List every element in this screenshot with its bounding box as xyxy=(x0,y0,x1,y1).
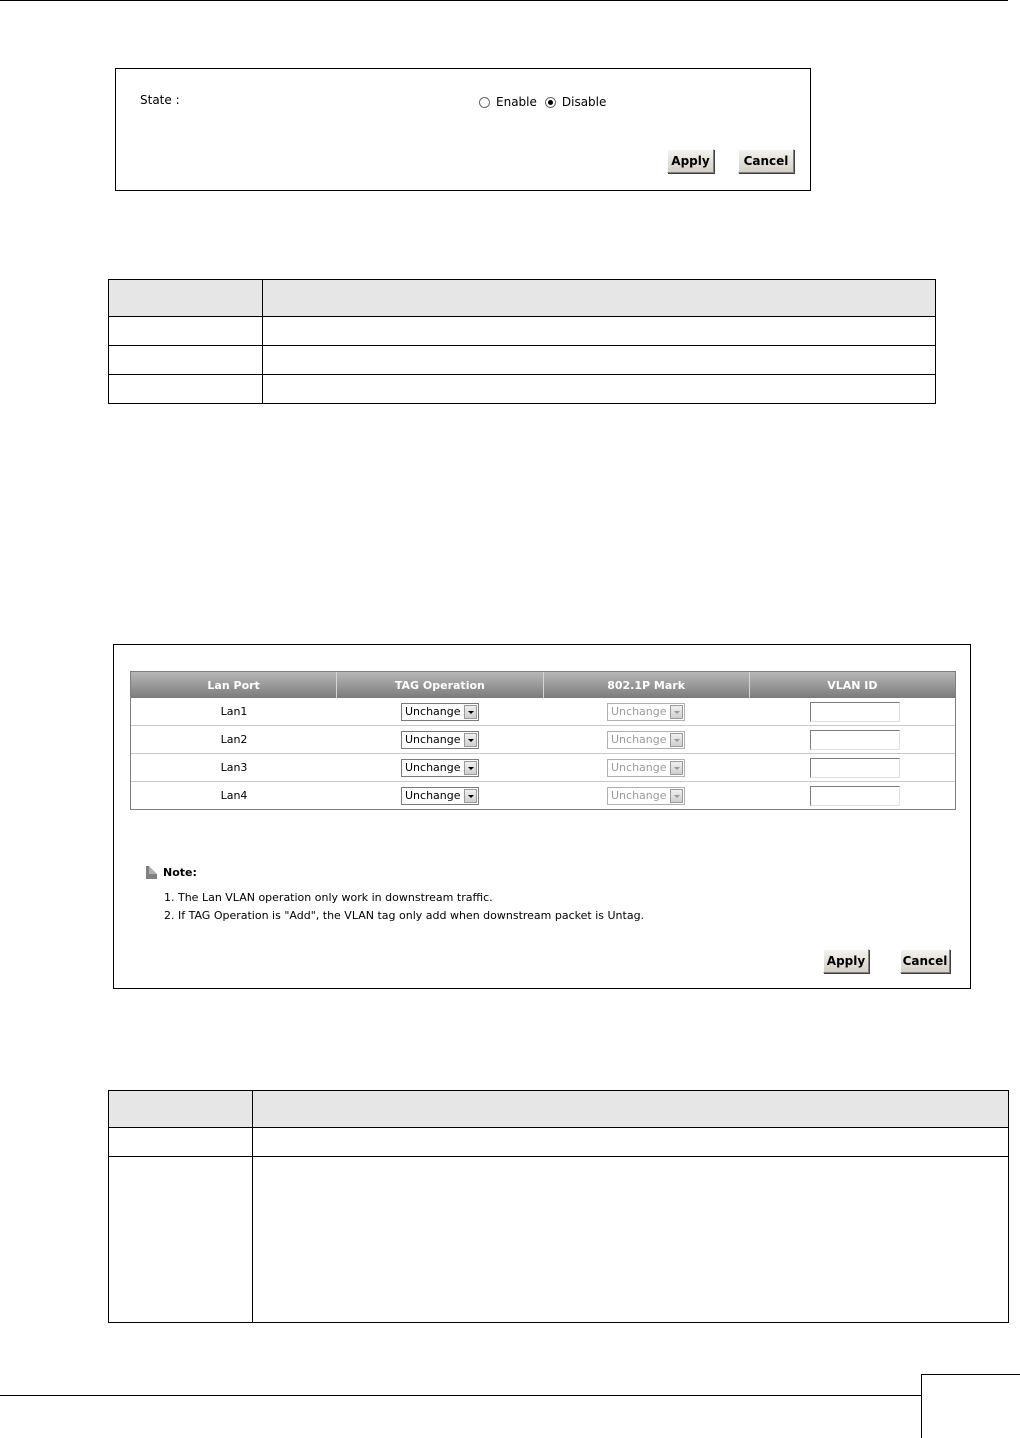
disable-radio[interactable] xyxy=(545,97,556,108)
table-row xyxy=(131,754,955,782)
state-panel xyxy=(115,68,811,191)
dropdown-arrow-icon xyxy=(464,761,477,775)
cancel-button[interactable]: Cancel xyxy=(900,949,950,973)
vlan-id-cell xyxy=(749,726,955,753)
tag-operation-value: Unchange xyxy=(405,705,461,718)
tag-operation-select[interactable] xyxy=(401,787,479,805)
table1-cell xyxy=(109,317,263,346)
table1-cell xyxy=(263,317,936,346)
column-header-8021p-mark: 802.1P Mark xyxy=(544,672,750,698)
table2-cell xyxy=(253,1157,1009,1323)
tag-operation-select[interactable] xyxy=(401,703,479,721)
table1-cell xyxy=(263,346,936,375)
vlan-id-cell xyxy=(749,754,955,781)
note-line-2: 2. If TAG Operation is "Add", the VLAN tag only add when downstream packet is Untag. xyxy=(164,909,645,922)
table2-cell xyxy=(109,1128,253,1157)
mark-value: Unchange xyxy=(611,705,667,718)
table2-header-cell-description xyxy=(253,1091,1009,1128)
table-row xyxy=(131,698,955,726)
mark-value: Unchange xyxy=(611,733,667,746)
table-header-row xyxy=(131,672,955,698)
description-table-2 xyxy=(108,1090,1009,1323)
tag-operation-value: Unchange xyxy=(405,733,461,746)
mark-value: Unchange xyxy=(611,761,667,774)
dropdown-arrow-icon xyxy=(464,789,477,803)
enable-label: Enable xyxy=(496,95,537,109)
dropdown-arrow-icon xyxy=(670,789,683,803)
vlan-id-input[interactable] xyxy=(810,730,900,750)
tag-operation-select[interactable] xyxy=(401,759,479,777)
8021p-mark-select xyxy=(607,759,685,777)
column-header-tag-operation: TAG Operation xyxy=(337,672,543,698)
8021p-mark-select xyxy=(607,787,685,805)
dropdown-arrow-icon xyxy=(670,705,683,719)
dropdown-arrow-icon xyxy=(670,733,683,747)
tag-operation-cell xyxy=(337,754,543,781)
apply-button[interactable]: Apply xyxy=(823,949,869,973)
vlan-id-cell xyxy=(749,782,955,809)
cancel-button[interactable]: Cancel xyxy=(738,149,794,173)
tag-operation-cell xyxy=(337,782,543,809)
note-heading xyxy=(146,866,197,879)
tag-operation-value: Unchange xyxy=(405,789,461,802)
disable-label: Disable xyxy=(561,95,607,109)
lan-port-name: Lan4 xyxy=(220,789,248,802)
state-radio-group xyxy=(479,95,614,109)
table-row xyxy=(131,726,955,754)
table-row xyxy=(131,782,955,809)
table1-cell xyxy=(263,375,936,404)
vlan-id-input[interactable] xyxy=(810,758,900,778)
column-header-lan-port: Lan Port xyxy=(131,672,337,698)
table1-cell xyxy=(109,346,263,375)
mark-cell xyxy=(543,726,749,753)
table2-header-cell-label xyxy=(109,1091,253,1128)
lan-vlan-panel xyxy=(113,644,971,989)
dropdown-arrow-icon xyxy=(464,733,477,747)
mark-value: Unchange xyxy=(611,789,667,802)
vlan-id-input[interactable] xyxy=(810,702,900,722)
table1-header-cell-label xyxy=(109,280,263,317)
note-title: Note: xyxy=(163,866,197,879)
table2-cell xyxy=(109,1157,253,1323)
tag-operation-select[interactable] xyxy=(401,731,479,749)
tag-operation-value: Unchange xyxy=(405,761,461,774)
8021p-mark-select xyxy=(607,731,685,749)
dropdown-arrow-icon xyxy=(670,761,683,775)
table2-cell xyxy=(253,1128,1009,1157)
tag-operation-cell xyxy=(337,698,543,725)
vlan-id-cell xyxy=(749,698,955,725)
lan-vlan-table xyxy=(130,671,956,810)
page-number-box xyxy=(921,1374,1020,1438)
lan-port-name: Lan3 xyxy=(220,761,248,774)
8021p-mark-select xyxy=(607,703,685,721)
column-header-vlan-id: VLAN ID xyxy=(827,678,878,692)
mark-cell xyxy=(543,754,749,781)
mark-cell xyxy=(543,698,749,725)
dropdown-arrow-icon xyxy=(464,705,477,719)
mark-cell xyxy=(543,782,749,809)
apply-button[interactable]: Apply xyxy=(667,149,714,173)
lan-port-name: Lan2 xyxy=(220,733,248,746)
table1-cell xyxy=(109,375,263,404)
note-line-1: 1. The Lan VLAN operation only work in downstream traffic. xyxy=(164,891,493,904)
table1-header-cell-description xyxy=(263,280,936,317)
tag-operation-cell xyxy=(337,726,543,753)
page-footer-rule xyxy=(0,1395,921,1396)
page-header-rule xyxy=(0,0,1008,1)
vlan-id-input[interactable] xyxy=(810,786,900,806)
lan-port-name: Lan1 xyxy=(220,705,248,718)
enable-radio[interactable] xyxy=(479,97,490,108)
description-table-1 xyxy=(108,279,936,404)
note-icon xyxy=(146,866,157,879)
state-label: State : xyxy=(140,93,180,107)
